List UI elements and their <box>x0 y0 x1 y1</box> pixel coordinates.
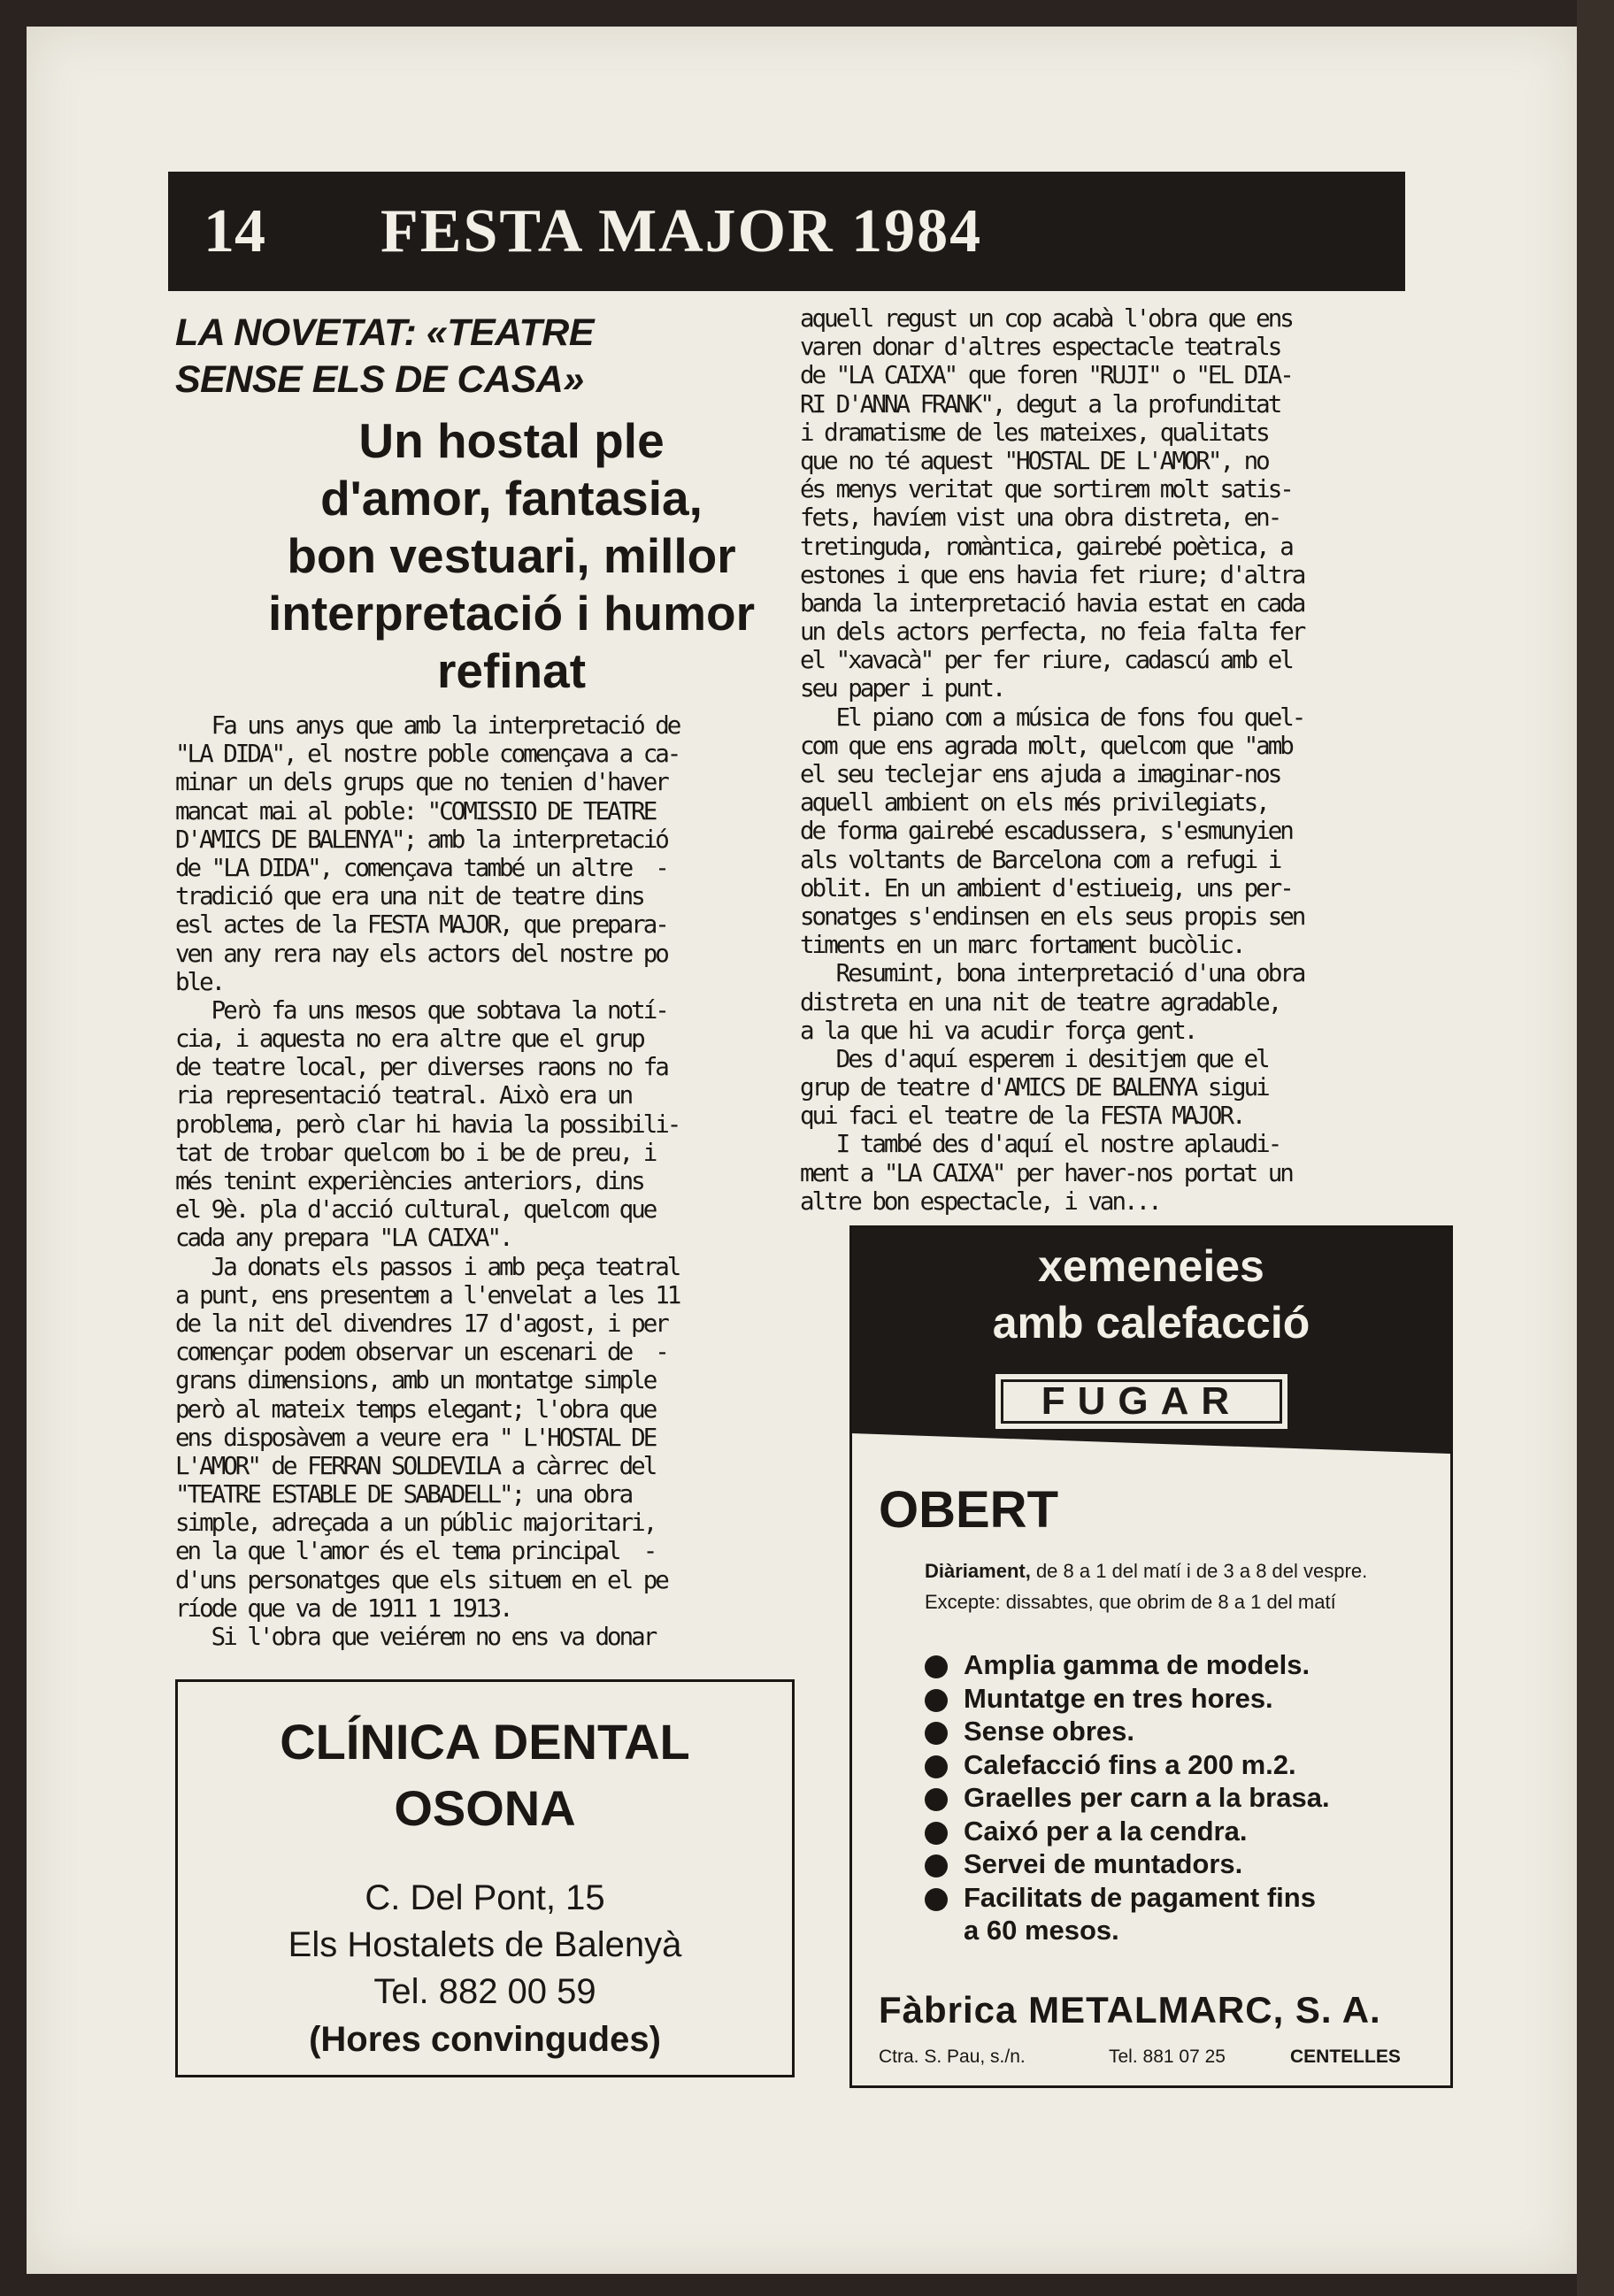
body-text-line: minar un dels grups que no tenien d'haver <box>175 768 667 797</box>
body-text-line: aquell regust un cop acabà l'obra que ens <box>800 304 1292 333</box>
feature-text: Sense obres. <box>964 1716 1134 1747</box>
article-kicker <box>175 310 812 403</box>
body-text-line: i dramatisme de les mateixes, qualitats <box>800 418 1268 447</box>
feature-item <box>925 1748 1438 1782</box>
body-text-line: Però fa uns mesos que sobtava la notí- <box>175 995 667 1025</box>
bullet-icon <box>925 1822 948 1845</box>
feature-text: Caixó per a la cendra. <box>964 1815 1248 1847</box>
body-text-line: a punt, ens presentem a l'envelat a les 11 <box>175 1280 680 1309</box>
body-text-line: tradició que era una nit de teatre dins <box>175 882 643 911</box>
headline-line: interpretació i humor <box>267 586 756 641</box>
body-text-line: fets, havíem vist una obra distreta, en- <box>800 503 1280 533</box>
clinic-name-town: OSONA <box>394 1780 576 1836</box>
feature-text-continued: a 60 mesos. <box>964 1915 1119 1946</box>
body-text-line: el seu teclejar ens ajuda a imaginar-nos <box>800 760 1280 788</box>
hours-label: Diàriament, <box>925 1560 1031 1582</box>
body-text-line: Fa uns anys que amb la interpretació de <box>175 711 680 740</box>
hours-text: de 8 a 1 del matí i de 3 a 8 del vespre. <box>1030 1560 1368 1582</box>
ad-slogan: amb calefacció <box>992 1298 1310 1348</box>
body-text-line: timents en un marc fortament bucòlic. <box>800 931 1244 960</box>
body-text-line: oblit. En un ambient d'estiueig, uns per- <box>800 873 1292 902</box>
bullet-icon <box>925 1655 948 1678</box>
opening-exception: Excepte: dissabtes, que obrim de 8 a 1 del matí <box>925 1591 1336 1613</box>
body-text-line: qui faci el teatre de la FESTA MAJOR. <box>800 1102 1244 1131</box>
company-phone: Tel. 881 07 25 <box>1109 2046 1226 2067</box>
clinic-town: Els Hostalets de Balenyà <box>288 1925 682 1964</box>
body-text-line: més tenint experiències anteriors, dins <box>175 1167 643 1195</box>
clinic-address: C. Del Pont, 15 <box>365 1878 605 1917</box>
body-text-line: cia, i aquesta no era altre que el grup <box>175 1025 643 1054</box>
feature-text: Servei de muntadors. <box>964 1848 1243 1879</box>
binding-edge <box>1577 0 1614 2296</box>
body-text-line: un dels actors perfecta, no feia falta fer <box>800 618 1304 647</box>
headline-line: bon vestuari, millor <box>287 528 736 583</box>
headline-line: d'amor, fantasia, <box>320 471 703 526</box>
fugar-logo: FUGAR <box>995 1374 1287 1429</box>
kicker-line: LA NOVETAT: «TEATRE <box>175 311 595 354</box>
bullet-icon <box>925 1755 948 1778</box>
feature-text: Facilitats de pagament fins <box>964 1881 1316 1913</box>
clinic-name: CLÍNICA DENTAL <box>280 1714 690 1770</box>
clinic-phone: Tel. 882 00 59 <box>373 1972 596 2011</box>
body-text-line: Si l'obra que veiérem no ens va donar <box>175 1623 656 1651</box>
feature-item <box>925 1682 1438 1716</box>
body-text-line: cada any prepara "LA CAIXA". <box>175 1224 511 1253</box>
body-text-line: RI D'ANNA FRANK", degut a la profunditat <box>800 389 1280 419</box>
feature-list <box>925 1648 1438 1947</box>
body-text-line: que no té aquest "HOSTAL DE L'AMOR", no <box>800 446 1268 475</box>
body-text-line: però al mateix temps elegant; l'obra que <box>175 1394 656 1424</box>
body-text-line: esl actes de la FESTA MAJOR, que prepara- <box>175 910 667 940</box>
body-text-line: ens disposàvem a veure era " L'HOSTAL DE <box>175 1423 656 1452</box>
article-body-left-column <box>175 711 812 1651</box>
dental-clinic-ad <box>175 1679 795 2077</box>
feature-item <box>925 1781 1438 1815</box>
headline-line: refinat <box>436 643 587 698</box>
body-text-line: tat de trobar quelcom bo i be de preu, i <box>175 1138 656 1167</box>
body-text-line: altre bon espectacle, i van... <box>800 1186 1160 1216</box>
bullet-icon <box>925 1888 948 1911</box>
body-text-line: ríode que va de 1911 1 1913. <box>175 1593 511 1623</box>
company-name: Fàbrica METALMARC, S. A. <box>879 1989 1381 2031</box>
body-text-line: El piano com a música de fons fou quel- <box>800 703 1304 732</box>
body-text-line: el "xavacà" per fer riure, cadascú amb el <box>800 646 1292 675</box>
opening-hours <box>925 1560 1367 1583</box>
body-text-line: aquell ambient on els més privilegiats, <box>800 788 1268 818</box>
body-text-line: als voltants de Barcelona com a refugi i <box>800 845 1280 874</box>
body-text-line: Resumint, bona interpretació d'una obra <box>800 959 1304 988</box>
body-text-line: de "LA DIDA", començava també un altre - <box>175 853 667 882</box>
headline-line: Un hostal ple <box>358 413 665 468</box>
body-text-line: simple, adreçada a un públic majoritari, <box>175 1509 656 1538</box>
body-text-line: mancat mai al poble: "COMISSIO DE TEATRE <box>175 796 656 825</box>
feature-item <box>925 1847 1438 1881</box>
body-text-line: com que ens agrada molt, quelcom que "amb <box>800 731 1292 760</box>
body-text-line: varen donar d'altres espectacle teatrals <box>800 333 1280 362</box>
body-text-line: a la que hi va acudir força gent. <box>800 1016 1196 1045</box>
body-text-line: L'AMOR" de FERRAN SOLDEVILA a càrrec del <box>175 1451 656 1480</box>
body-text-line: Des d'aquí esperem i desitjem que el <box>800 1044 1268 1073</box>
body-text-line: de forma gairebé escadussera, s'esmunyien <box>800 817 1292 846</box>
bullet-icon <box>925 1854 948 1877</box>
feature-text: Amplia gamma de models. <box>964 1649 1310 1680</box>
body-text-line: seu paper i punt. <box>800 674 1004 703</box>
open-label: OBERT <box>879 1481 1058 1539</box>
body-text-line: és menys veritat que sortirem molt satis- <box>800 475 1292 504</box>
page-number: 14 <box>204 196 265 265</box>
body-text-line: d'uns personatges que els situem en el pe <box>175 1565 667 1594</box>
ad-slogan: xemeneies <box>1038 1241 1264 1291</box>
feature-item <box>925 1715 1438 1748</box>
body-text-line: distreta en una nit de teatre agradable, <box>800 987 1280 1017</box>
fireplace-ad <box>849 1225 1453 2088</box>
body-text-line: ble. <box>175 967 224 996</box>
bullet-icon <box>925 1689 948 1712</box>
bullet-icon <box>925 1788 948 1811</box>
article-body-right-column <box>800 304 1419 1216</box>
bullet-icon <box>925 1722 948 1745</box>
body-text-line: Ja donats els passos i amb peça teatral <box>175 1252 680 1281</box>
body-text-line: ria representació teatral. Això era un <box>175 1081 632 1110</box>
feature-item <box>925 1881 1438 1947</box>
body-text-line: en la que l'amor és el tema principal - <box>175 1537 656 1566</box>
page-header-banner <box>168 172 1405 291</box>
article-headline <box>175 412 848 700</box>
body-text-line: sonatges s'endinsen en els seus propis sen <box>800 902 1304 931</box>
body-text-line: ment a "LA CAIXA" per haver-nos portat un <box>800 1158 1292 1187</box>
body-text-line: "TEATRE ESTABLE DE SABADELL"; una obra <box>175 1480 632 1509</box>
kicker-line: SENSE ELS DE CASA» <box>175 358 584 401</box>
body-text-line: grans dimensions, amb un montatge simple <box>175 1366 656 1395</box>
body-text-line: problema, però clar hi havia la possibili- <box>175 1110 680 1139</box>
body-text-line: començar podem observar un escenari de - <box>175 1338 667 1367</box>
body-text-line: ven any rera nay els actors del nostre po <box>175 939 667 968</box>
body-text-line: grup de teatre d'AMICS DE BALENYA sigui <box>800 1073 1268 1102</box>
clinic-hours: (Hores convingudes) <box>309 2020 661 2059</box>
feature-text: Graelles per carn a la brasa. <box>964 1782 1330 1813</box>
body-text-line: "LA DIDA", el nostre poble començava a ca- <box>175 740 680 769</box>
body-text-line: D'AMICS DE BALENYA"; amb la interpretació <box>175 825 667 854</box>
feature-item <box>925 1648 1438 1682</box>
company-address: Ctra. S. Pau, s./n. <box>879 2046 1026 2067</box>
company-town: CENTELLES <box>1290 2046 1401 2067</box>
body-text-line: tretinguda, romàntica, gairebé poètica, a <box>800 532 1292 561</box>
body-text-line: de la nit del divendres 17 d'agost, i per <box>175 1309 667 1338</box>
feature-text: Muntatge en tres hores. <box>964 1682 1273 1714</box>
body-text-line: de "LA CAIXA" que foren "RUJI" o "EL DIA- <box>800 361 1292 390</box>
body-text-line: banda la interpretació havia estat en cada <box>800 588 1304 618</box>
body-text-line: el 9è. pla d'acció cultural, quelcom que <box>175 1195 656 1225</box>
feature-item <box>925 1815 1438 1848</box>
body-text-line: estones i que ens havia fet riure; d'altra <box>800 560 1304 589</box>
feature-text: Calefacció fins a 200 m.2. <box>964 1748 1296 1780</box>
body-text-line: de teatre local, per diverses raons no fa <box>175 1053 667 1082</box>
section-title: FESTA MAJOR 1984 <box>380 196 983 265</box>
body-text-line: I també des d'aquí el nostre aplaudi- <box>800 1130 1280 1159</box>
